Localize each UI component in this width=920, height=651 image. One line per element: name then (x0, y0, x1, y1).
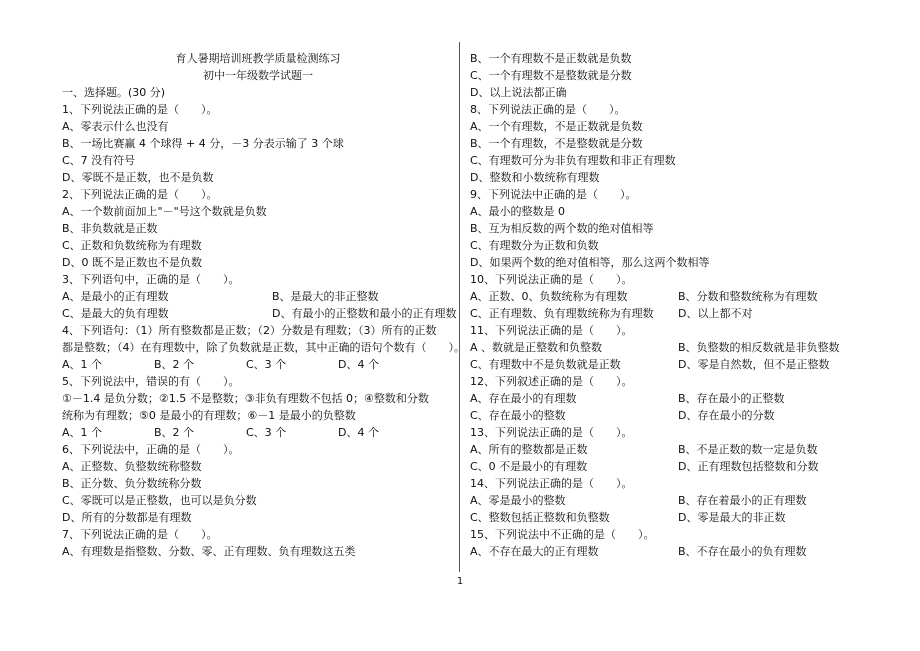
option-line: C、零既可以是正整数，也可以是负分数 (62, 494, 257, 507)
option-line: A、正整数、负整数统称整数 (62, 460, 202, 473)
question-line: 9、下列说法中正确的是（ ）。 (470, 188, 637, 201)
option-right: D、零是自然数，但不是正整数 (678, 358, 830, 371)
option-pair (470, 390, 862, 407)
option-line: D、以上说法都正确 (470, 86, 567, 99)
option-line: B、互为相反数的两个数的绝对值相等 (470, 222, 654, 235)
option-line: D、如果两个数的绝对值相等，那么这两个数相等 (470, 256, 710, 269)
option-a: A、1 个 (62, 426, 103, 439)
option-d: D、4 个 (338, 358, 379, 371)
option-c: C、3 个 (246, 358, 287, 371)
page-number: 1 (456, 576, 464, 587)
option-row (62, 356, 454, 373)
option-right: B、存在着最小的正有理数 (678, 494, 807, 507)
exam-title: 育人暑期培训班教学质量检测练习 (175, 52, 341, 65)
option-left: A、零是最小的整数 (470, 494, 566, 507)
statement-line: ①－1.4 是负分数；②1.5 不是整数；③非负有理数不包括 0；④整数和分数 (62, 392, 429, 405)
option-line: B、一个有理数不是正数就是负数 (470, 52, 632, 65)
option-d: D、4 个 (338, 426, 379, 439)
option-right: B、不是正数的数一定是负数 (678, 443, 818, 456)
option-line: D、整数和小数统称有理数 (470, 171, 600, 184)
option-a: A、1 个 (62, 358, 103, 371)
option-right: B、分数和整数统称为有理数 (678, 290, 818, 303)
option-left: A、不存在最大的正有理数 (470, 545, 599, 558)
question-line: 14、下列说法正确的是（ ）。 (470, 477, 633, 490)
option-left: C、正有理数、负有理数统称为有理数 (470, 307, 654, 320)
option-d: D、有最小的正整数和最小的正有理数 (272, 307, 457, 320)
option-pair (470, 407, 862, 424)
option-right: D、存在最小的分数 (678, 409, 775, 422)
option-row (62, 424, 454, 441)
option-line: C、有理数可分为非负有理数和非正有理数 (470, 154, 676, 167)
option-line: B、一个有理数，不是整数就是分数 (470, 137, 643, 150)
option-pair (62, 305, 457, 322)
option-b: B、是最大的非正整数 (272, 290, 379, 303)
option-left: A、存在最小的有理数 (470, 392, 577, 405)
question-line: 6、下列说法中，正确的是（ ）。 (62, 443, 240, 456)
option-pair (62, 288, 454, 305)
option-a: A、是最小的正有理数 (62, 290, 169, 303)
option-line: C、7 没有符号 (62, 154, 136, 167)
option-line: A、零表示什么也没有 (62, 120, 169, 133)
question-line: 5、下列说法中，错误的有（ ）。 (62, 375, 240, 388)
option-pair (470, 441, 862, 458)
option-pair (470, 356, 862, 373)
option-c: C、是最大的负有理数 (62, 307, 169, 320)
option-left: A、正数、0、负数统称为有理数 (470, 290, 628, 303)
option-line: A、有理数是指整数、分数、零、正有理数、负有理数这五类 (62, 545, 356, 558)
option-pair (470, 288, 862, 305)
option-line: A、最小的整数是 0 (470, 205, 566, 218)
question-line: 3、下列语句中，正确的是（ ）。 (62, 273, 240, 286)
option-pair (470, 509, 862, 526)
option-b: B、2 个 (154, 426, 195, 439)
question-line: 1、下列说法正确的是（ ）。 (62, 103, 218, 116)
option-pair (470, 543, 862, 560)
question-line: 13、下列说法正确的是（ ）。 (470, 426, 633, 439)
option-right: D、零是最大的非正数 (678, 511, 786, 524)
question-line: 15、下列说法中不正确的是（ ）。 (470, 528, 655, 541)
option-pair (470, 492, 862, 509)
option-right: D、以上都不对 (678, 307, 753, 320)
option-right: B、不存在最小的负有理数 (678, 545, 807, 558)
option-line: D、所有的分数都是有理数 (62, 511, 192, 524)
option-pair (470, 305, 862, 322)
option-left: A 、数就是正整数和负整数 (470, 341, 603, 354)
question-line: 2、下列说法正确的是（ ）。 (62, 188, 218, 201)
option-left: C、有理数中不是负数就是正数 (470, 358, 621, 371)
question-line: 10、下列说法正确的是（ ）。 (470, 273, 633, 286)
option-pair (470, 339, 862, 356)
question-line: 7、下列说法正确的是（ ）。 (62, 528, 218, 541)
option-c: C、3 个 (246, 426, 287, 439)
section-heading: 一、选择题。(30 分) (62, 86, 166, 99)
option-b: B、2 个 (154, 358, 195, 371)
option-line: B、一场比赛赢 4 个球得 + 4 分，－3 分表示输了 3 个球 (62, 137, 344, 150)
left-column (62, 50, 465, 560)
option-right: D、正有理数包括整数和分数 (678, 460, 819, 473)
column-divider (459, 42, 460, 572)
option-right: B、存在最小的正整数 (678, 392, 785, 405)
option-line: C、有理数分为正数和负数 (470, 239, 599, 252)
option-line: A、一个数前面加上"－"号这个数就是负数 (62, 205, 267, 218)
option-line: B、非负数就是正数 (62, 222, 158, 235)
option-line: C、正数和负数统称为有理数 (62, 239, 202, 252)
option-left: A、所有的整数都是正数 (470, 443, 588, 456)
option-left: C、0 不是最小的有理数 (470, 460, 588, 473)
option-line: A、一个有理数，不是正数就是负数 (470, 120, 643, 133)
option-line: D、零既不是正数，也不是负数 (62, 171, 214, 184)
option-left: C、整数包括正整数和负整数 (470, 511, 610, 524)
option-pair (470, 458, 862, 475)
question-line: 都是整数；（4）在有理数中，除了负数就是正数，其中正确的语句个数有（ ）。 (62, 341, 465, 354)
option-line: B、正分数、负分数统称分数 (62, 477, 202, 490)
option-line: C、一个有理数不是整数就是分数 (470, 69, 632, 82)
statement-line: 统称为有理数；⑤0 是最小的有理数；⑥－1 是最小的负整数 (62, 409, 356, 422)
question-line: 12、下列叙述正确的是（ ）。 (470, 375, 633, 388)
option-left: C、存在最小的整数 (470, 409, 566, 422)
question-line: 4、下列语句：（1）所有整数都是正数；（2）分数是有理数；（3）所有的正数 (62, 324, 437, 337)
question-line: 8、下列说法正确的是（ ）。 (470, 103, 626, 116)
right-column (470, 50, 862, 560)
exam-subtitle: 初中一年级数学试题一 (203, 69, 313, 82)
option-right: B、负整数的相反数就是非负整数 (678, 341, 840, 354)
option-line: D、0 既不是正数也不是负数 (62, 256, 202, 269)
question-line: 11、下列说法正确的是（ ）。 (470, 324, 633, 337)
